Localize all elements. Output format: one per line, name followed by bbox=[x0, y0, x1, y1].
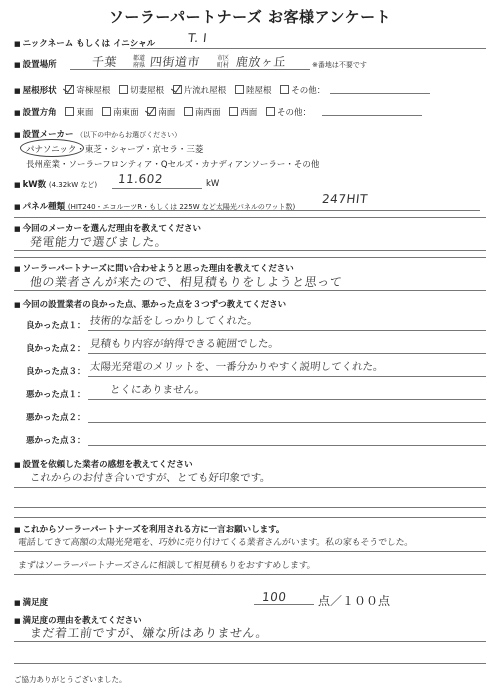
direction-option-1: 南東面 bbox=[113, 108, 139, 118]
kw-value: 11.602 bbox=[117, 172, 164, 186]
maker-choshu: 長州産業 bbox=[26, 160, 61, 170]
maker-canadian: ・カナディアンソーラー bbox=[192, 160, 286, 170]
roof-option-3: 陸屋根 bbox=[246, 86, 272, 96]
maker-row bbox=[14, 128, 181, 140]
maker-hint: （以下の中からお選びください） bbox=[76, 131, 182, 139]
q-maker-reason-answer: 発電能力で選びました。 bbox=[29, 235, 169, 249]
roof-option-2: 片流れ屋根 bbox=[183, 86, 227, 96]
direction-option-5: その他： bbox=[276, 108, 311, 118]
location-city: 四街道市 bbox=[149, 55, 201, 69]
roof-row bbox=[14, 84, 325, 96]
roof-other-underline bbox=[330, 93, 430, 94]
kw-label: ■ kW数 bbox=[14, 180, 46, 190]
maker-sharp: ・シャープ bbox=[101, 145, 144, 155]
panel-underline bbox=[60, 210, 480, 211]
maker-panasonic: パナソニック bbox=[26, 145, 77, 155]
roof-checkbox-1[interactable] bbox=[119, 85, 128, 94]
maker-label: ■ 設置メーカー bbox=[14, 130, 73, 140]
good-point-2-value: 見積もり内容が納得できる範囲でした。 bbox=[89, 338, 280, 350]
direction-option-0: 東面 bbox=[76, 108, 94, 118]
location-row bbox=[14, 58, 57, 70]
q-satisfaction-reason-label: ■ 満足度の理由を教えてください bbox=[14, 616, 142, 626]
bad-point-1-value: とくにありません。 bbox=[109, 384, 206, 396]
direction-checkbox-1[interactable] bbox=[102, 107, 111, 116]
maker-qcells: ・Qセルズ bbox=[152, 160, 193, 170]
maker-mitsubishi: ・三菱 bbox=[177, 145, 204, 155]
q-message-line-1: 電話してきて高額の太陽光発電を、巧妙に売り付けてくる業者さんがいます。私の家もそうでした。 bbox=[17, 538, 414, 548]
panel-hint: (HIT240・エコルーツR・もしくは 225W など太陽光パネルのワット数) bbox=[67, 203, 296, 211]
satisfaction-value: 100 bbox=[261, 590, 288, 604]
good-point-1-value: 技術的な話をしっかりしてくれた。 bbox=[89, 315, 259, 327]
q-message-label: ■ これからソーラーパートナーズを利用される方に一言お願いします。 bbox=[14, 525, 284, 535]
q-points-row bbox=[14, 298, 286, 310]
direction-checkbox-0[interactable] bbox=[65, 107, 74, 116]
satisfaction-underline bbox=[254, 604, 314, 605]
q-maker-reason-label: ■ 今回のメーカーを選んだ理由を教えてください bbox=[14, 224, 201, 234]
good-point-1-label: 良かった点１： bbox=[26, 321, 86, 331]
section-divider bbox=[14, 517, 486, 518]
good-point-2-underline bbox=[88, 353, 486, 354]
q-satisfaction-reason-underline-1 bbox=[14, 641, 486, 642]
q-maker-reason-underline bbox=[14, 250, 486, 251]
location-area: 鹿放ヶ丘 bbox=[235, 55, 287, 69]
good-point-3-value: 太陽光発電のメリットを、一番分かりやすく説明してくれた。 bbox=[89, 361, 385, 373]
roof-option-1: 切妻屋根 bbox=[130, 86, 165, 96]
panel-label: ■ パネル種類 bbox=[14, 202, 65, 212]
direction-label: ■ 設置方角 bbox=[14, 108, 57, 118]
q-impression-label: ■ 設置を依頼した業者の感想を教えてください bbox=[14, 460, 193, 470]
roof-label: ■ 屋根形状 bbox=[14, 86, 57, 96]
q-contact-reason-answer: 他の業者さんが来たので、相見積もりをしようと思って bbox=[29, 275, 343, 289]
maker-line2 bbox=[26, 158, 319, 170]
roof-checkbox-2[interactable] bbox=[173, 85, 182, 94]
direction-checkbox-4[interactable] bbox=[229, 107, 238, 116]
kw-underline bbox=[112, 188, 202, 189]
bad-point-1-label: 悪かった点１： bbox=[26, 390, 86, 400]
q-contact-reason-underline bbox=[14, 290, 486, 291]
section-divider bbox=[14, 257, 486, 258]
footer-thanks: ご協力ありがとうございました。 bbox=[14, 675, 127, 684]
q-impression-underline-1 bbox=[14, 487, 486, 488]
direction-row bbox=[14, 106, 311, 118]
prefecture-suffix: 都道府県 bbox=[132, 55, 145, 69]
location-label: ■ 設置場所 bbox=[14, 60, 57, 70]
q-message-underline-1 bbox=[14, 551, 486, 552]
direction-checkbox-2[interactable] bbox=[147, 107, 156, 116]
maker-solar-frontier: ・ソーラーフロンティア bbox=[60, 160, 153, 170]
bad-point-2-label: 悪かった点２： bbox=[26, 413, 86, 423]
q-impression-answer: これからのお付き合いですが、とても好印象です。 bbox=[29, 472, 272, 484]
q-satisfaction-reason-answer: まだ着工前ですが、嫌な所はありません。 bbox=[29, 626, 269, 640]
q-points-label: ■ 今回の設置業者の良かった点、悪かった点を３つずつ教えてください bbox=[14, 300, 286, 310]
q-impression-row bbox=[14, 458, 193, 470]
direction-checkbox-5[interactable] bbox=[266, 107, 275, 116]
kw-hint: (4.32kW など) bbox=[48, 181, 98, 189]
location-underline bbox=[70, 69, 310, 70]
maker-toshiba: ・東芝 bbox=[76, 145, 102, 155]
bad-point-3-label: 悪かった点３： bbox=[26, 436, 86, 446]
city-suffix: 市区町村 bbox=[216, 55, 229, 69]
survey-title: ソーラーパートナーズ お客様アンケート bbox=[108, 8, 392, 26]
maker-other: ・その他 bbox=[285, 160, 320, 170]
roof-option-4: その他： bbox=[291, 86, 326, 96]
q-message-row bbox=[14, 523, 284, 535]
kw-unit: kW bbox=[206, 179, 220, 189]
bad-point-1-underline bbox=[88, 399, 486, 400]
bad-point-2-underline bbox=[88, 422, 486, 423]
panel-value: 247HIT bbox=[321, 192, 369, 206]
direction-other-underline bbox=[322, 115, 422, 116]
q-satisfaction-reason-underline-2 bbox=[14, 663, 486, 664]
bad-point-3-underline bbox=[88, 445, 486, 446]
q-impression-underline-2 bbox=[14, 507, 486, 508]
nickname-underline bbox=[130, 48, 486, 49]
q-contact-reason-label: ■ ソーラーパートナーズに問い合わせようと思った理由を教えてください bbox=[14, 264, 294, 274]
satisfaction-row bbox=[14, 596, 48, 608]
nickname-label: ■ ニックネーム もしくは イニシャル bbox=[14, 39, 155, 49]
q-message-underline-2 bbox=[14, 574, 486, 575]
roof-checkbox-0[interactable] bbox=[65, 85, 74, 94]
direction-checkbox-3[interactable] bbox=[184, 107, 193, 116]
q-message-line-2: まずはソーラーパートナーズさんに相談して相見積もりをおすすめします。 bbox=[17, 561, 317, 571]
direction-option-4: 西面 bbox=[240, 108, 258, 118]
satisfaction-label: ■ 満足度 bbox=[14, 598, 48, 608]
roof-checkbox-4[interactable] bbox=[280, 85, 289, 94]
good-point-1-underline bbox=[88, 330, 486, 331]
good-point-3-label: 良かった点３： bbox=[26, 367, 86, 377]
direction-option-2: 南面 bbox=[158, 108, 176, 118]
maker-selected-circle bbox=[20, 139, 84, 157]
nickname-value: T. I bbox=[187, 31, 208, 45]
direction-option-3: 南西面 bbox=[195, 108, 221, 118]
good-point-3-underline bbox=[88, 376, 486, 377]
maker-kyocera: ・京セラ bbox=[143, 145, 178, 155]
kw-row bbox=[14, 178, 97, 190]
roof-checkbox-3[interactable] bbox=[235, 85, 244, 94]
roof-option-0: 寄棟屋根 bbox=[76, 86, 111, 96]
good-point-2-label: 良かった点２： bbox=[26, 344, 86, 354]
satisfaction-suffix: 点／１００点 bbox=[318, 594, 391, 608]
location-note: ※番地は不要です bbox=[312, 61, 367, 69]
section-divider bbox=[14, 217, 486, 218]
location-prefecture: 千葉 bbox=[91, 55, 118, 69]
